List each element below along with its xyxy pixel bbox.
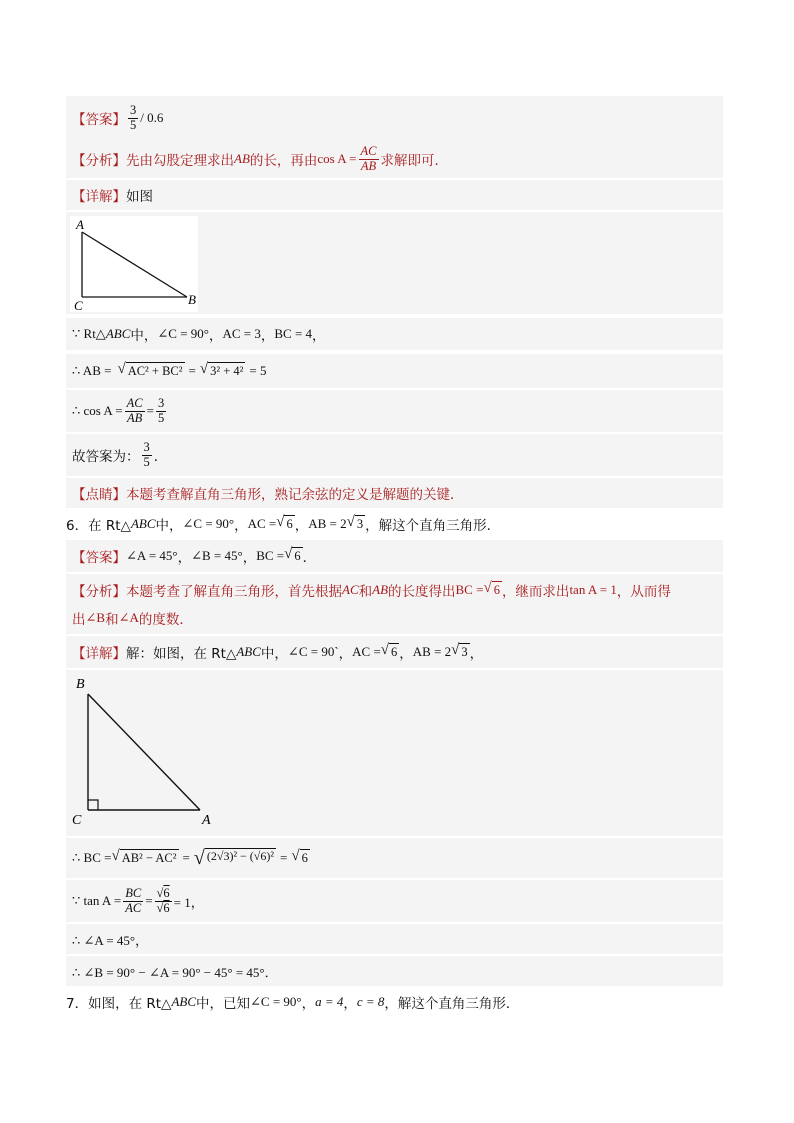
eq: = — [182, 850, 190, 865]
sqrt: √ 6 — [380, 642, 398, 660]
sep: ， — [312, 328, 326, 344]
text: ． — [153, 449, 168, 465]
eq: = — [188, 363, 196, 378]
sqrt: √ 6 — [276, 514, 293, 532]
math-abc: ABC — [105, 326, 131, 341]
answer-tag: 【答案】 — [72, 112, 126, 128]
answer-alt: / 0.6 — [140, 110, 164, 125]
text: 解：如图，在 Rt△ — [126, 646, 237, 662]
cos-fraction: $\frac{AC}{AB}$ — [360, 144, 377, 173]
math-cos: cos A = — [317, 151, 357, 166]
sqrt: √ 3 — [451, 642, 468, 660]
math-bc: BC = 4 — [274, 326, 313, 341]
detail-tag: 【详解】 — [72, 646, 126, 662]
math: ∴ ∠B = 90° − ∠A = 90° − 45° = 45°． — [72, 964, 278, 980]
answer-row-2 — [66, 540, 723, 572]
math-ac: AC = — [247, 516, 277, 531]
answer-row-1 — [66, 96, 723, 140]
label-b: B — [76, 677, 85, 692]
side-ba — [88, 694, 200, 810]
text: 中， — [260, 646, 288, 662]
step-row-8 — [66, 956, 723, 986]
label-a: A — [202, 813, 211, 828]
analysis-text: 和 — [358, 584, 373, 600]
math: ∴ ∠A = 45°， — [72, 932, 149, 948]
triangle-figure-1 — [70, 216, 198, 312]
analysis-text: 本题考查了解直角三角形，首先根据 — [126, 584, 342, 600]
math-ac: AC — [342, 582, 359, 597]
step-row-6 — [66, 880, 723, 922]
math-tan: tan A = 1 — [569, 582, 617, 597]
text: ． — [302, 550, 317, 566]
text: 中，已知 — [196, 996, 250, 1012]
math-a: a = 4 — [315, 994, 344, 1009]
math-ac: AC = 3 — [222, 326, 261, 341]
analysis-text: 的长，再由 — [249, 153, 318, 169]
sep: ， — [338, 646, 353, 662]
text: 6．在 Rt△ — [66, 518, 131, 534]
text: 故答案为： — [72, 449, 140, 465]
triangle-figure-2 — [70, 672, 230, 832]
math: ∠A = 45° — [126, 548, 178, 563]
result: = 5 — [249, 363, 267, 378]
step-row-1 — [66, 318, 723, 350]
figure-1 — [70, 216, 198, 312]
text: ， — [469, 646, 484, 662]
sqrt: √ 6 — [291, 848, 308, 866]
fraction: $\frac{3}{5}$ — [143, 440, 150, 469]
label-c: C — [74, 298, 83, 312]
analysis-tag: 【分析】 — [72, 153, 126, 169]
math-ab: AB = 2 — [308, 516, 347, 531]
sep: ， — [343, 996, 357, 1012]
step-row-7 — [66, 924, 723, 954]
sep: ， — [208, 328, 223, 344]
detail-row-1 — [66, 180, 723, 210]
label-a: A — [76, 217, 84, 232]
analysis-row-1 — [66, 140, 723, 178]
sep: ， — [301, 996, 316, 1012]
step-row-4 — [66, 434, 723, 476]
math-angle: ∠C = 90° — [250, 994, 302, 1009]
step-row-3 — [66, 390, 723, 432]
label-b: B — [188, 292, 196, 307]
note-text: 本题考查解直角三角形，熟记余弦的定义是解题的关键． — [126, 487, 464, 503]
analysis-text: 的度数． — [138, 612, 193, 628]
fraction: $\frac{3}{5}$ — [157, 396, 165, 425]
question-6 — [66, 510, 723, 538]
eq: = — [279, 850, 288, 865]
answer-fraction: $\frac{3}{5}$ — [130, 103, 137, 132]
label-c: C — [72, 813, 82, 828]
result: = 1， — [173, 894, 204, 910]
detail-text: 如图 — [126, 189, 153, 205]
math-angle-a: ∠A — [118, 610, 139, 625]
sep: ， — [177, 550, 192, 566]
math: BC = — [256, 548, 285, 563]
right-angle-mark — [88, 800, 98, 810]
text: 中， — [130, 328, 158, 344]
math-angle: ∠C = 90° — [182, 516, 235, 531]
eq: = — [145, 893, 153, 908]
math-ab: AB = 2 — [412, 644, 452, 659]
analysis-text: 先由勾股定理求出 — [126, 153, 234, 169]
note-tag: 【点睛】 — [72, 487, 126, 503]
analysis-text: 求解即可． — [380, 153, 448, 169]
math-bc: BC = — [455, 582, 484, 597]
analysis-tag: 【分析】 — [72, 584, 126, 600]
analysis-text: 和 — [105, 612, 119, 628]
sep: ， — [260, 328, 275, 344]
therefore-text: ∴ cos A = — [72, 403, 123, 418]
figure-row-1 — [66, 212, 723, 314]
analysis-text: ，继而求出 — [501, 584, 570, 600]
sqrt: √ AB² − AC² — [111, 848, 177, 866]
step-row-5 — [66, 838, 723, 878]
sqrt: √ 6 — [284, 546, 301, 564]
sep: ， — [234, 518, 248, 534]
detail-tag: 【详解】 — [72, 189, 126, 205]
math-ac: AC = — [352, 644, 381, 659]
analysis-text: ，从而得 — [616, 584, 671, 600]
because-text: ∵ tan A = — [72, 893, 122, 908]
math-ab: AB — [372, 582, 389, 597]
detail-row-2 — [66, 636, 723, 668]
because-text: ∵ Rt△ — [72, 326, 106, 341]
math-abc: ABC — [236, 644, 261, 659]
math-angle: ∠C = 90° — [157, 326, 209, 341]
fraction: $\frac{AC}{AB}$ — [126, 396, 143, 425]
figure-row-2 — [66, 670, 723, 836]
analysis-text: 的长度得出 — [388, 584, 456, 600]
math: ∠B = 45° — [191, 548, 243, 563]
sep: ， — [242, 550, 257, 566]
side-ab — [82, 232, 187, 297]
step-row-2 — [66, 354, 723, 388]
math-angle: ∠C = 90` — [287, 644, 339, 659]
sqrt-big: √ (2√3)² − (√6)² — [193, 847, 274, 869]
text: ，解这个直角三角形． — [365, 518, 501, 534]
answer-tag: 【答案】 — [72, 550, 126, 566]
analysis-row-2 — [66, 574, 723, 634]
fraction: $\frac{BC}{AC}$ — [125, 886, 142, 915]
text: ，解这个直角三角形． — [384, 996, 520, 1012]
eq: = — [146, 403, 154, 418]
sqrt: √ 3 — [346, 514, 364, 532]
math-ab: AB — [234, 151, 250, 166]
sep: ， — [294, 518, 309, 534]
math-c: c = 8 — [356, 994, 385, 1009]
text: 中， — [155, 518, 183, 534]
therefore-text: ∴ AB = — [72, 363, 112, 378]
fraction-sqrt: $\frac{√6}{√6}$ — [156, 886, 170, 915]
sqrt: √ 6 — [483, 580, 500, 598]
analysis-text: 出 — [72, 612, 86, 628]
math-abc: ABC — [171, 994, 196, 1009]
therefore-text: ∴ BC = — [72, 850, 112, 865]
sep: ， — [399, 646, 413, 662]
text: 7．如图，在 Rt△ — [66, 996, 172, 1012]
math-abc: ABC — [130, 516, 156, 531]
math-angle-b: ∠B — [85, 610, 106, 625]
note-row-1 — [66, 478, 723, 508]
sqrt-2: √ 3² + 4² — [199, 361, 244, 379]
question-7 — [66, 988, 723, 1016]
sqrt-1: √ AC² + BC² — [117, 361, 183, 379]
